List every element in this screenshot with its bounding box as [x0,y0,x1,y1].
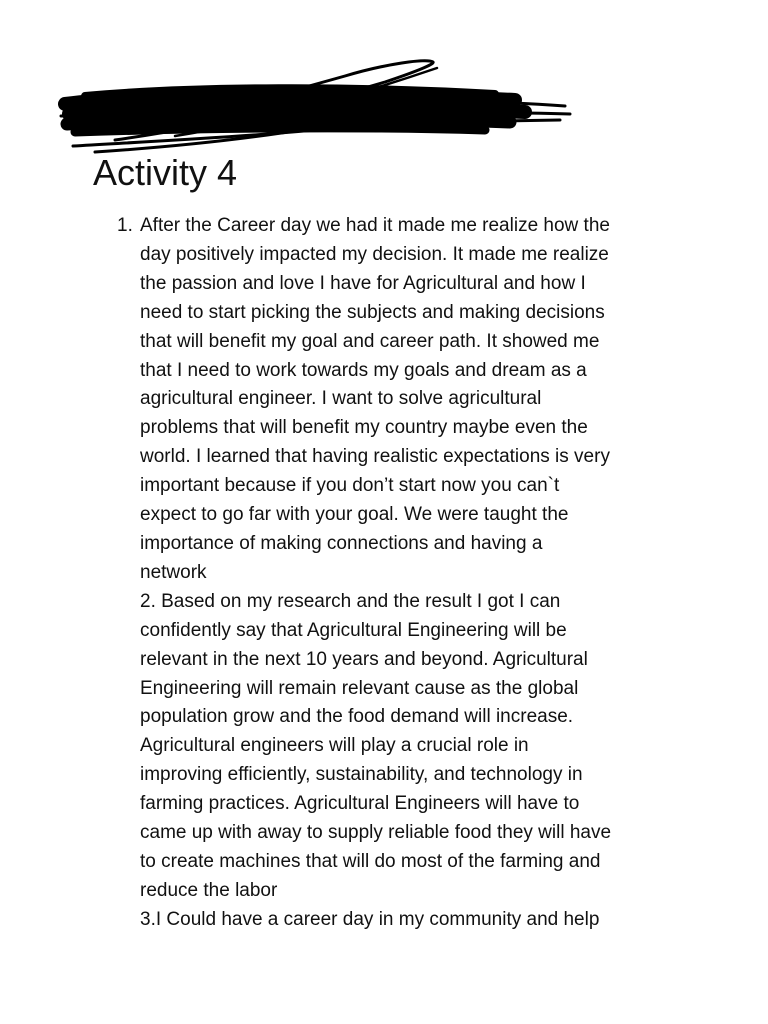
text-line: day positively impacted my decision. It made me realize [140,243,609,265]
text-line: problems that will benefit my country maybe even the [140,417,588,439]
text-line: that will benefit my goal and career path. It showed me [140,330,600,352]
text-line: to create machines that will do most of the farming and [140,850,601,872]
text-line: 3.I Could have a career day in my community and help [140,908,600,930]
page-title: Activity 4 [93,152,238,193]
scribble-graphic [55,56,575,156]
text-line: expect to go far with your goal. We were taught the [140,504,569,526]
text-line: Engineering will remain relevant cause as the global [140,677,579,699]
text-line: population grow and the food demand will increase. [140,706,574,728]
text-line: farming practices. Agricultural Engineers will have to [140,793,580,815]
body-text [140,212,700,935]
text-line: After the Career day we had it made me realize how the [140,215,610,236]
text-line: world. I learned that having realistic expectations is very [140,446,610,468]
text-line: improving efficiently, sustainability, and technology in [140,764,583,786]
text-line: importance of making connections and having a [140,532,543,554]
text-line: need to start picking the subjects and making decisions [140,301,605,323]
text-line: came up with away to supply reliable food they will have [140,822,612,844]
text-line: 2. Based on my research and the result I got I can [140,590,561,612]
text-line: network [140,561,207,583]
text-line: the passion and love I have for Agricultural and how I [140,272,586,294]
list-number-1: 1. [117,215,133,236]
text-line: confidently say that Agricultural Engineering will be [140,619,567,641]
text-line: agricultural engineer. I want to solve agricultural [140,388,542,410]
text-line: relevant in the next 10 years and beyond. Agricultural [140,648,588,670]
text-line: reduce the labor [140,879,278,901]
text-line: important because if you don’t start now you can`t [140,475,560,497]
text-line: that I need to work towards my goals and dream as a [140,359,587,381]
redaction-scribble [55,56,575,156]
text-line: Agricultural engineers will play a crucial role in [140,735,529,757]
